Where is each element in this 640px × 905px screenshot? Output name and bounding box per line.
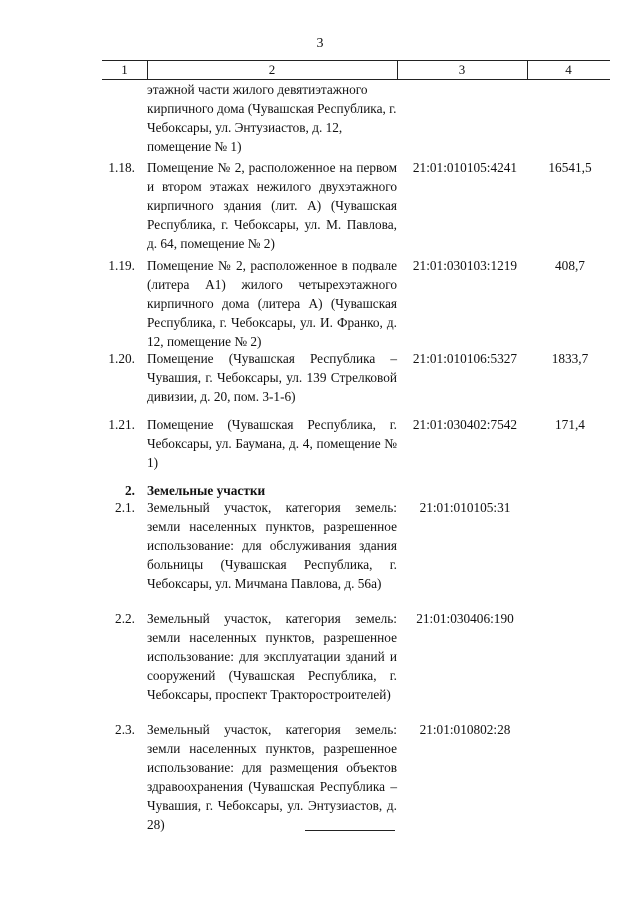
section-title: Земельные участки	[147, 483, 266, 498]
row-number: 2.2.	[115, 611, 135, 626]
row-description: Земельный участок, категория земель: земли населенных пунктов, разрешенное использование: для обслуживания здания больницы (Чувашская Республика, г. Чебоксары, ул. Мичмана Павлова, д. 56а)	[147, 500, 397, 591]
cadastral-number: 21:01:030103:1219	[412, 258, 518, 273]
row-description: Помещение (Чувашская Республика – Чувашия, г. Чебоксары, ул. 139 Стрелковой дивизии, д. 20, пом. 3-1-6)	[147, 351, 397, 404]
row-number: 1.20.	[108, 351, 135, 366]
area-value: 171,4	[555, 417, 585, 432]
cadastral-number: 21:01:030406:190	[416, 611, 514, 626]
row-number: 1.21.	[108, 417, 135, 432]
area-value: 16541,5	[548, 160, 592, 175]
end-divider	[305, 830, 395, 831]
cadastral-number: 21:01:010105:4241	[412, 160, 518, 175]
continuation-text: этажной части жилого девятиэтажного кирпичного дома (Чувашская Республика, г. Чебоксары, ул. Энтузиастов, д. 12, помещение № 1)	[147, 82, 397, 154]
row-description: Помещение № 2, расположенное в подвале (литера А1) жилого четырехэтажного кирпичного дома (литера А) (Чувашская Республика, г. Чебоксары, ул. И. Франко, д. 12, помещение № 2)	[147, 258, 397, 349]
row-number: 2.1.	[115, 500, 135, 515]
row-description: Помещение (Чувашская Республика, г. Чебоксары, ул. Баумана, д. 4, помещение № 1)	[147, 417, 397, 470]
row-number: 2.3.	[115, 722, 135, 737]
header-col-1: 1	[121, 62, 128, 77]
area-value: 1833,7	[551, 351, 589, 366]
area-value: 408,7	[555, 258, 585, 273]
table-header	[102, 60, 610, 80]
header-col-4: 4	[565, 62, 572, 77]
header-col-2: 2	[268, 62, 276, 77]
header-col-3: 3	[458, 62, 466, 77]
section-number: 2.	[125, 483, 135, 498]
row-number: 1.19.	[108, 258, 135, 273]
cadastral-number: 21:01:030402:7542	[412, 417, 518, 432]
row-description: Земельный участок, категория земель: земли населенных пунктов, разрешенное использование: для эксплуатации зданий и сооружений (Чувашская Республика, г. Чебоксары, проспект Тракторостроителей)	[147, 611, 397, 702]
row-description: Земельный участок, категория земель: земли населенных пунктов, разрешенное использование: для размещения объектов здравоохранения (Чувашская Республика – Чувашия, г. Чебоксары, ул. Энтузиастов, д. 28)	[147, 722, 397, 832]
cadastral-number: 21:01:010802:28	[419, 722, 511, 737]
row-description: Помещение № 2, расположенное на первом и втором этажах нежилого двухэтажного кирпичного здания (лит. А) (Чувашская Республика, г. Чебоксары, ул. М. Павлова, д. 64, помещение № 2)	[147, 160, 397, 251]
cadastral-number: 21:01:010105:31	[419, 500, 511, 515]
row-number: 1.18.	[108, 160, 135, 175]
page-number: 3	[316, 36, 324, 51]
cadastral-number: 21:01:010106:5327	[412, 351, 518, 366]
